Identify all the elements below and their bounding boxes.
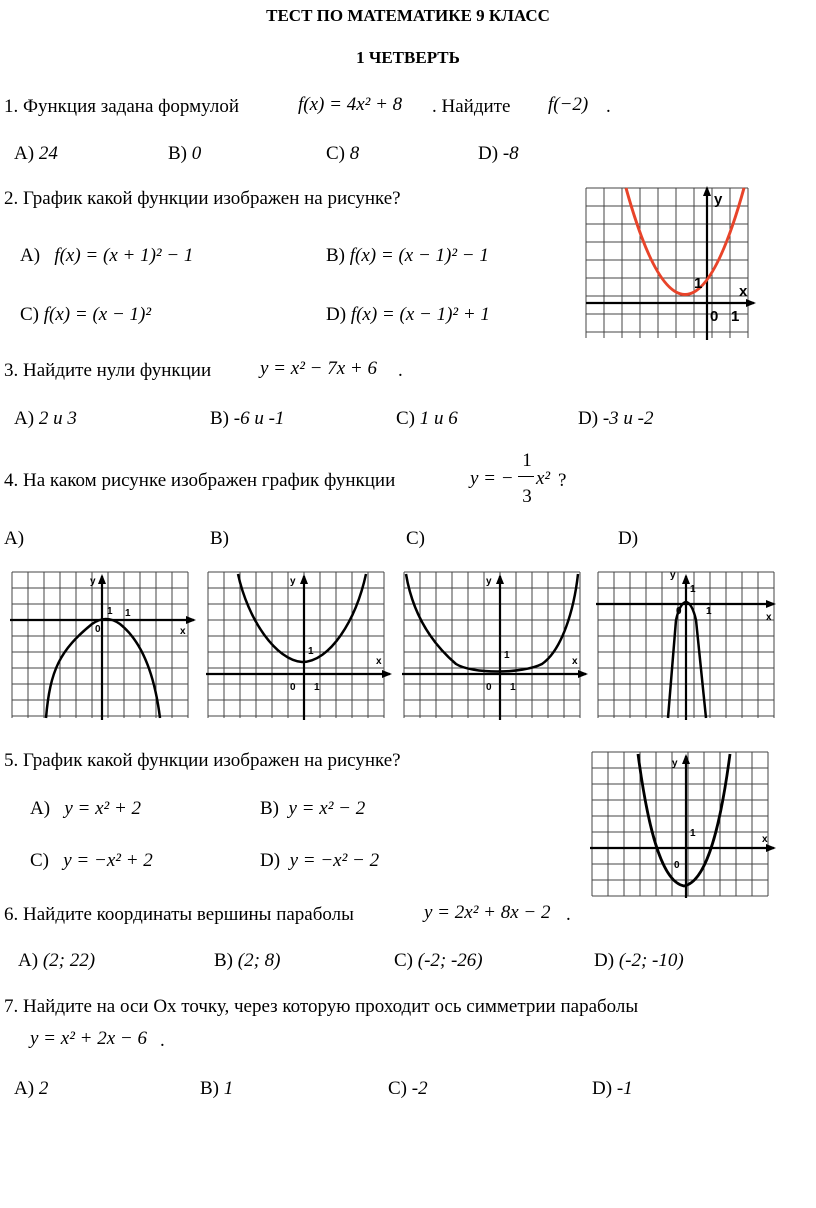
q5-text: 5. График какой функции изображен на рисунке? bbox=[4, 750, 401, 771]
q5-option-b[interactable]: B) y = x² − 2 bbox=[260, 798, 366, 819]
q4a-zero: 0 bbox=[95, 624, 101, 635]
q6-option-d[interactable]: D) (-2; -10) bbox=[594, 950, 684, 971]
q4d-zero: 0 bbox=[676, 606, 682, 617]
q2-graph-zero: 0 bbox=[710, 308, 719, 325]
q7-formula: y = x² + 2x − 6 bbox=[30, 1028, 147, 1049]
q4c-y-label: y bbox=[486, 576, 492, 587]
q2-graph-y-label: y bbox=[714, 191, 723, 208]
q2-option-b[interactable]: B) f(x) = (x − 1)² − 1 bbox=[326, 245, 489, 266]
q2-text: 2. График какой функции изображен на рисунке? bbox=[4, 188, 401, 209]
q3-option-a[interactable]: A) 2 и 3 bbox=[14, 408, 77, 429]
q4d-one-y: 1 bbox=[690, 584, 696, 595]
q4d-y-label: y bbox=[670, 570, 676, 581]
page-subtitle: 1 ЧЕТВЕРТЬ bbox=[356, 48, 460, 67]
q4-fraction-num: 1 bbox=[522, 450, 532, 471]
q1-formula: f(x) = 4x² + 8 bbox=[298, 94, 403, 115]
q7-end: . bbox=[160, 1030, 165, 1051]
q4b-one-x: 1 bbox=[314, 682, 320, 693]
q5-graph-zero: 0 bbox=[674, 860, 680, 871]
q1-option-d[interactable]: D) -8 bbox=[478, 143, 519, 164]
q2-graph bbox=[584, 186, 760, 342]
q7-option-a[interactable]: A) 2 bbox=[14, 1078, 49, 1099]
q1-mid: . Найдите bbox=[432, 96, 511, 117]
q4-end: ? bbox=[558, 470, 567, 491]
q4b-x-label: x bbox=[376, 656, 382, 667]
q4-text: 4. На каком рисунке изображен график функции bbox=[4, 470, 396, 491]
q5-option-a[interactable]: A) y = x² + 2 bbox=[30, 798, 142, 819]
q2-graph-one-y: 1 bbox=[694, 275, 703, 292]
q1-option-a[interactable]: A) 24 bbox=[14, 143, 58, 164]
q2-graph-one-x: 1 bbox=[731, 308, 740, 325]
q4-formula-lhs: y = − bbox=[470, 468, 514, 489]
q7-option-d[interactable]: D) -1 bbox=[592, 1078, 633, 1099]
q4-option-a-label[interactable]: A) bbox=[4, 528, 25, 549]
q3-formula: y = x² − 7x + 6 bbox=[260, 358, 377, 379]
q4a-y-label: y bbox=[90, 576, 96, 587]
q5-graph-y-label: y bbox=[672, 758, 678, 769]
q6-option-c[interactable]: C) (-2; -26) bbox=[394, 950, 483, 971]
q7-text: 7. Найдите на оси Ох точку, через которую проходит ось симметрии параболы bbox=[4, 996, 639, 1017]
q4-option-d-label[interactable]: D) bbox=[618, 528, 639, 549]
q6-text: 6. Найдите координаты вершины параболы bbox=[4, 904, 354, 925]
q4d-one-x: 1 bbox=[706, 606, 712, 617]
q4c-zero: 0 bbox=[486, 682, 492, 693]
q4c-x-label: x bbox=[572, 656, 578, 667]
q1-text: 1. Функция задана формулой bbox=[4, 96, 239, 117]
q4b-y-label: y bbox=[290, 576, 296, 587]
q4-option-b-label[interactable]: B) bbox=[210, 528, 229, 549]
q6-end: . bbox=[566, 904, 571, 925]
q1-option-c[interactable]: C) 8 bbox=[326, 143, 360, 164]
q4a-one-x: 1 bbox=[125, 608, 131, 619]
q4-formula-rhs: x² bbox=[536, 468, 551, 489]
q3-option-d[interactable]: D) -3 и -2 bbox=[578, 408, 654, 429]
q4c-one-y: 1 bbox=[504, 650, 510, 661]
q2-graph-x-label: x bbox=[739, 283, 748, 300]
q4-graph-a[interactable] bbox=[10, 570, 200, 720]
q4-graph-d[interactable] bbox=[596, 570, 786, 720]
q3-option-b[interactable]: B) -6 и -1 bbox=[210, 408, 285, 429]
q4d-x-label: x bbox=[766, 612, 772, 623]
q6-option-b[interactable]: B) (2; 8) bbox=[214, 950, 281, 971]
page-title: ТЕСТ ПО МАТЕМАТИКЕ 9 КЛАСС bbox=[266, 6, 550, 25]
q6-formula: y = 2x² + 8x − 2 bbox=[424, 902, 551, 923]
q4c-one-x: 1 bbox=[510, 682, 516, 693]
q3-text: 3. Найдите нули функции bbox=[4, 360, 212, 381]
q4-fraction-bar bbox=[518, 476, 534, 477]
q1-end: . bbox=[606, 96, 611, 117]
q5-graph bbox=[590, 750, 780, 898]
q4-fraction-den: 3 bbox=[522, 486, 532, 507]
q4-graph-b[interactable] bbox=[206, 570, 396, 720]
q3-option-c[interactable]: C) 1 и 6 bbox=[396, 408, 458, 429]
q5-graph-x-label: x bbox=[762, 834, 768, 845]
q2-option-c[interactable]: C) f(x) = (x − 1)² bbox=[20, 304, 152, 325]
q4b-zero: 0 bbox=[290, 682, 296, 693]
q7-option-c[interactable]: C) -2 bbox=[388, 1078, 428, 1099]
q2-option-a[interactable]: A) f(x) = (x + 1)² − 1 bbox=[20, 245, 194, 266]
q4a-one-y: 1 bbox=[107, 606, 113, 617]
q5-graph-one: 1 bbox=[690, 828, 696, 839]
q4a-x-label: x bbox=[180, 626, 186, 637]
q1-ask: f(−2) bbox=[548, 94, 589, 115]
q7-option-b[interactable]: B) 1 bbox=[200, 1078, 234, 1099]
q2-option-d[interactable]: D) f(x) = (x − 1)² + 1 bbox=[326, 304, 490, 325]
q4-graph-c[interactable] bbox=[402, 570, 592, 720]
q6-option-a[interactable]: A) (2; 22) bbox=[18, 950, 96, 971]
q5-option-d[interactable]: D) y = −x² − 2 bbox=[260, 850, 380, 871]
q4-option-c-label[interactable]: C) bbox=[406, 528, 425, 549]
q3-end: . bbox=[398, 360, 403, 381]
q4b-one-y: 1 bbox=[308, 646, 314, 657]
q5-option-c[interactable]: C) y = −x² + 2 bbox=[30, 850, 153, 871]
q1-option-b[interactable]: B) 0 bbox=[168, 143, 202, 164]
